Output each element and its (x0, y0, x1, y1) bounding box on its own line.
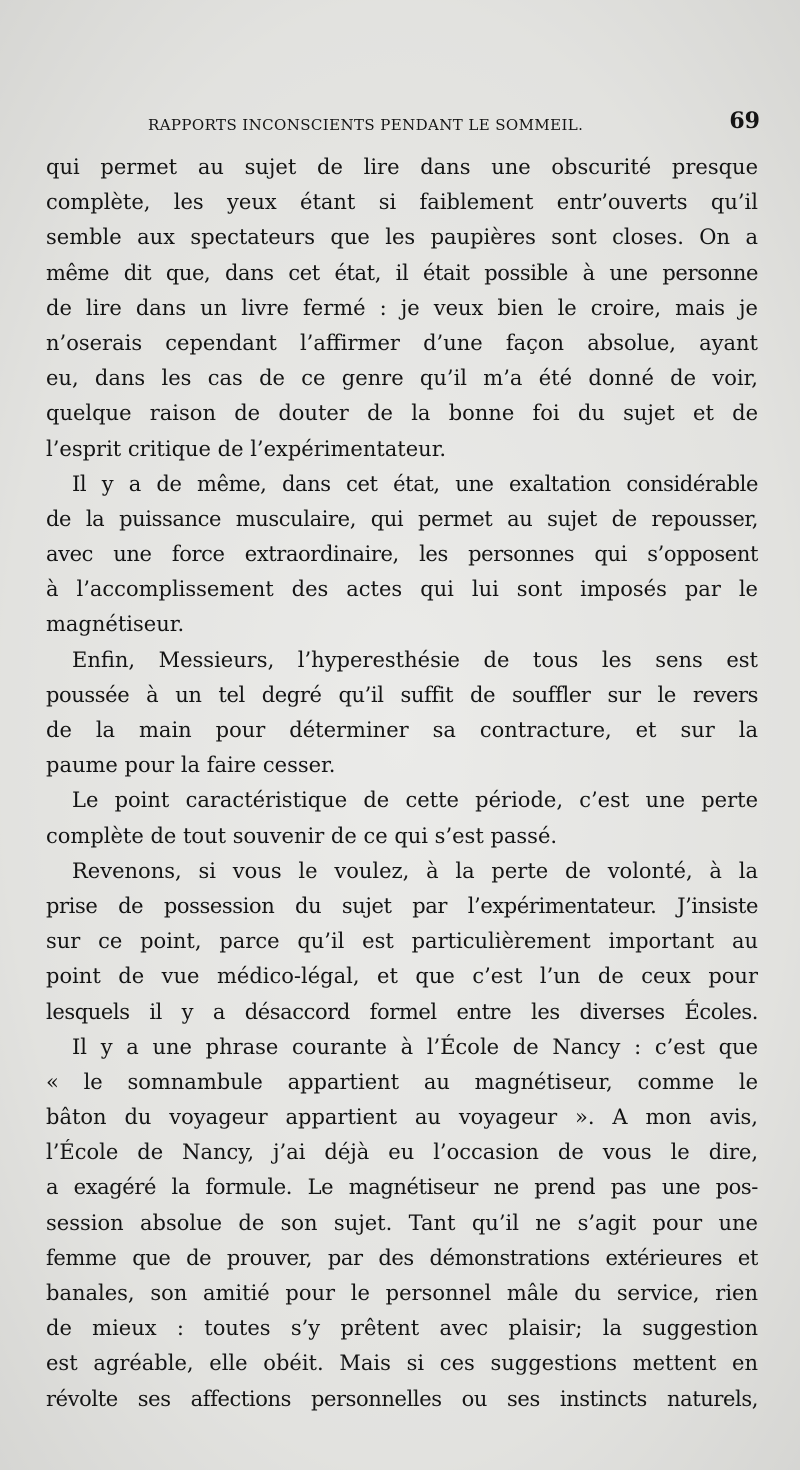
text-line: eu, dans les cas de ce genre qu’il m’a été donné de voir, (46, 366, 758, 391)
text-line: « le somnambule appartient au magnétiseur, comme le (46, 1069, 758, 1094)
text-line: même dit que, dans cet état, il était possible à une personne (46, 260, 758, 285)
text-line: Il y a de même, dans cet état, une exaltation considérable (72, 471, 758, 496)
text-line: révolte ses affections personnelles ou ses instincts naturels, (46, 1386, 758, 1411)
text-line: semble aux spectateurs que les paupières sont closes. On a (46, 225, 758, 250)
text-line: magnétiseur. (46, 612, 185, 637)
text-line: de lire dans un livre fermé : je veux bien le croire, mais je (46, 295, 758, 320)
body-text (46, 150, 758, 1417)
text-line: paume pour la faire cesser. (46, 753, 336, 778)
text-line: avec une force extraordinaire, les personnes qui s’opposent (46, 542, 758, 567)
text-line: quelque raison de douter de la bonne foi du sujet et de (46, 401, 758, 426)
text-line: de mieux : toutes s’y prêtent avec plaisir; la suggestion (46, 1316, 758, 1341)
text-line: complète, les yeux étant si faiblement entr’ouverts qu’il (46, 190, 758, 215)
text-line: prise de possession du sujet par l’expérimentateur. J’insiste (46, 893, 758, 918)
text-line: poussée à un tel degré qu’il suffit de souffler sur le revers (46, 682, 758, 707)
running-title: RAPPORTS INCONSCIENTS PENDANT LE SOMMEIL. (148, 116, 584, 134)
text-line: a exagéré la formule. Le magnétiseur ne prend pas une pos- (46, 1175, 758, 1200)
text-line: Il y a une phrase courante à l’École de Nancy : c’est que (72, 1034, 758, 1059)
text-line: l’École de Nancy, j’ai déjà eu l’occasion de vous le dire, (46, 1140, 758, 1165)
text-line: sur ce point, parce qu’il est particulièrement important au (46, 929, 758, 954)
text-line: femme que de prouver, par des démonstrations extérieures et (46, 1245, 758, 1270)
text-line: l’esprit critique de l’expérimentateur. (46, 436, 447, 461)
text-line: n’oserais cependant l’affirmer d’une façon absolue, ayant (46, 330, 758, 355)
text-line: complète de tout souvenir de ce qui s’est passé. (46, 823, 558, 848)
text-line: bâton du voyageur appartient au voyageur ». A mon avis, (46, 1105, 758, 1130)
text-line: session absolue de son sujet. Tant qu’il ne s’agit pour une (46, 1210, 758, 1235)
page-header (148, 108, 760, 142)
text-line: banales, son amitié pour le personnel mâle du service, rien (46, 1281, 758, 1305)
text-line: qui permet au sujet de lire dans une obscurité presque (46, 155, 758, 179)
text-line: à l’accomplissement des actes qui lui sont imposés par le (46, 577, 758, 602)
text-line: Revenons, si vous le voulez, à la perte de volonté, à la (72, 858, 758, 883)
text-line: de la puissance musculaire, qui permet au sujet de repousser, (46, 506, 758, 531)
text-line: point de vue médico-légal, et que c’est l’un de ceux pour (46, 964, 758, 989)
text-line: Enfin, Messieurs, l’hyperesthésie de tous les sens est (72, 647, 758, 672)
text-line: de la main pour déterminer sa contracture, et sur la (46, 718, 758, 742)
text-line: Le point caractéristique de cette période, c’est une perte (72, 788, 758, 813)
page-number: 69 (729, 108, 760, 134)
text-line: lesquels il y a désaccord formel entre les diverses Écoles. (46, 999, 758, 1024)
text-line: est agréable, elle obéit. Mais si ces suggestions mettent en (46, 1351, 758, 1376)
